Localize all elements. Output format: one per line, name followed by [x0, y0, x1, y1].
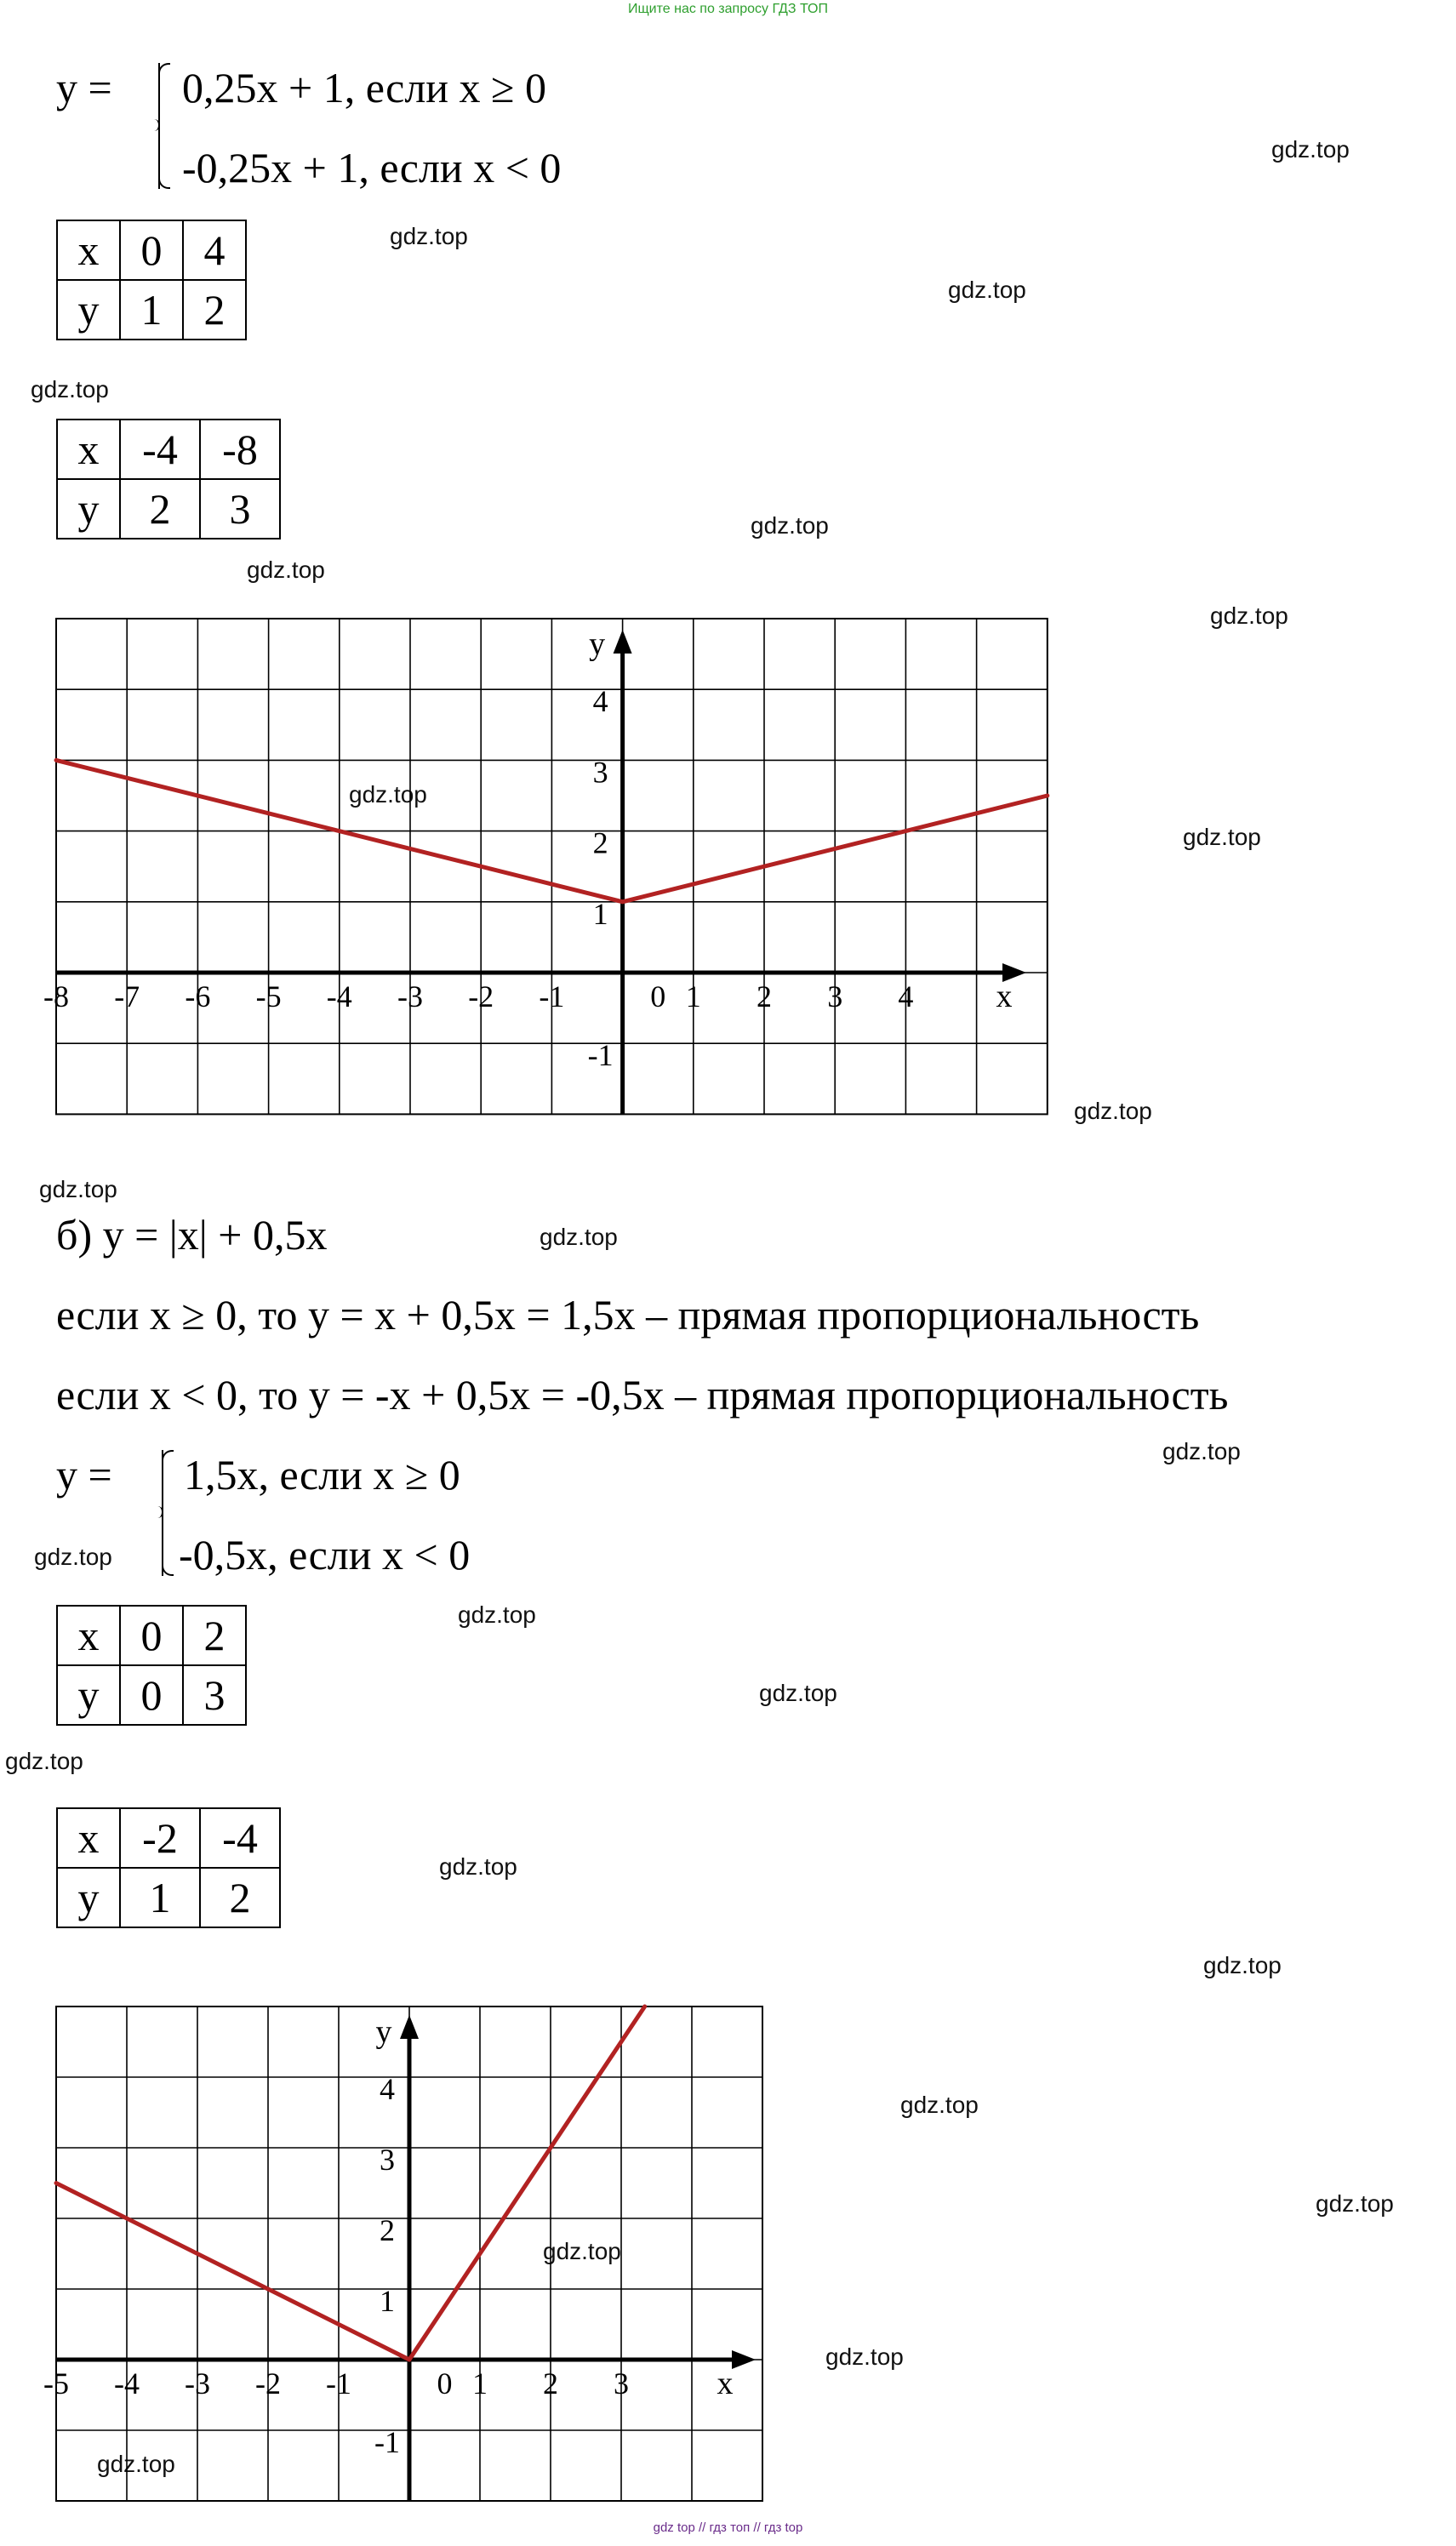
watermark: gdz.top	[540, 1224, 618, 1250]
watermark: gdz.top	[1203, 1952, 1282, 1978]
y-tick-label: -1	[374, 2425, 400, 2459]
table-cell: 2	[200, 1868, 280, 1927]
x-tick-label: -4	[326, 979, 352, 1013]
table-cell: y	[57, 1868, 120, 1927]
x-axis-arrow	[732, 2350, 756, 2369]
watermark: gdz.top	[1074, 1098, 1152, 1124]
table-cell: 2	[120, 479, 200, 539]
x-tick-label: 1	[472, 2366, 488, 2400]
y-axis-label: y	[589, 626, 606, 662]
part-b-line1: если x ≥ 0, то y = x + 0,5x = 1,5x – прямая пропорциональность	[56, 1291, 1200, 1339]
x-tick-label: 1	[685, 979, 701, 1013]
y-tick-label: 1	[380, 2284, 395, 2318]
x-tick-label: -6	[185, 979, 211, 1013]
watermark: gdz.top	[825, 2343, 904, 2370]
y-tick-label: 2	[592, 825, 608, 860]
series-line	[56, 2184, 409, 2360]
part-b-line2: если x < 0, то y = -x + 0,5x = -0,5x – прямая пропорциональность	[56, 1371, 1229, 1419]
table-cell: 3	[200, 479, 280, 539]
system-a-case2: -0,25x + 1, если x < 0	[182, 144, 562, 191]
watermark: gdz.top	[349, 781, 427, 808]
x-tick-label: -7	[114, 979, 140, 1013]
table-cell: 4	[183, 220, 246, 280]
x-axis-label: x	[996, 979, 1013, 1014]
watermark: gdz.top	[97, 2451, 175, 2477]
x-tick-label: 4	[898, 979, 914, 1013]
table-cell: -8	[200, 420, 280, 479]
y-tick-label: 3	[380, 2143, 395, 2177]
watermark: gdz.top	[751, 512, 829, 539]
watermark: gdz.top	[543, 2238, 621, 2264]
table-cell: y	[57, 479, 120, 539]
table-cell: -2	[120, 1808, 200, 1868]
table-cell: 2	[183, 1606, 246, 1665]
table-cell: x	[57, 220, 120, 280]
table-cell: 1	[120, 1868, 200, 1927]
system-a-case1: 0,25x + 1, если x ≥ 0	[182, 64, 546, 111]
watermark: gdz.top	[247, 557, 325, 583]
watermark: gdz.top	[759, 1680, 837, 1706]
watermark: gdz.top	[5, 1748, 83, 1774]
x-tick-label: -8	[43, 979, 69, 1013]
watermark: gdz.top	[1183, 824, 1261, 850]
table-cell: y	[57, 280, 120, 340]
x-tick-label: -1	[326, 2366, 351, 2400]
x-tick-label: -5	[43, 2366, 69, 2400]
system-a-lhs: y =	[56, 64, 112, 111]
part-b-heading: б) y = |x| + 0,5x	[56, 1211, 328, 1259]
table-cell: -4	[120, 420, 200, 479]
system-b-case2: -0,5x, если x < 0	[179, 1531, 471, 1578]
watermark: gdz.top	[34, 1544, 112, 1570]
watermark: gdz.top	[1162, 1438, 1241, 1464]
watermark: gdz.top	[458, 1601, 536, 1628]
y-axis-label: y	[375, 2014, 392, 2050]
x-tick-label: 0	[650, 979, 666, 1013]
watermark: gdz.top	[1210, 602, 1288, 629]
x-tick-label: -2	[255, 2366, 281, 2400]
watermark: gdz.top	[948, 277, 1026, 303]
table-cell: y	[57, 1665, 120, 1725]
footer-text: gdz top // гдз топ // гдз top	[653, 2520, 803, 2535]
y-tick-label: -1	[587, 1038, 614, 1073]
y-tick-label: 3	[592, 755, 608, 790]
y-tick-label: 2	[380, 2213, 395, 2247]
series-line	[409, 2007, 645, 2360]
x-tick-label: 2	[757, 979, 772, 1013]
table-cell: -4	[200, 1808, 280, 1868]
table-cell: 2	[183, 280, 246, 340]
table-cell: x	[57, 1606, 120, 1665]
table-cell: 0	[120, 1606, 183, 1665]
y-tick-label: 4	[380, 2072, 395, 2106]
watermark: gdz.top	[1316, 2190, 1394, 2217]
x-tick-label: -3	[185, 2366, 210, 2400]
system-b-case1: 1,5x, если x ≥ 0	[184, 1451, 460, 1498]
table-cell: 3	[183, 1665, 246, 1725]
table-cell: x	[57, 420, 120, 479]
table-cell: x	[57, 1808, 120, 1868]
y-axis-arrow	[400, 2015, 419, 2039]
table-cell: 1	[120, 280, 183, 340]
x-tick-label: -3	[397, 979, 423, 1013]
system-b-lhs: y =	[56, 1451, 112, 1498]
top-banner: Ищите нас по запросу ГДЗ ТОП	[628, 2, 828, 16]
x-tick-label: -4	[114, 2366, 140, 2400]
watermark: gdz.top	[31, 376, 109, 402]
x-axis-label: x	[717, 2366, 734, 2401]
watermark: gdz.top	[439, 1853, 517, 1880]
x-tick-label: -5	[255, 979, 282, 1013]
watermark: gdz.top	[900, 2092, 979, 2118]
watermark: gdz.top	[390, 223, 468, 249]
x-tick-label: 3	[614, 2366, 629, 2400]
y-tick-label: 4	[592, 684, 608, 719]
x-tick-label: 3	[827, 979, 843, 1013]
table-cell: 0	[120, 1665, 183, 1725]
x-tick-label: -1	[539, 979, 565, 1013]
watermark: gdz.top	[39, 1176, 117, 1202]
x-tick-label: 2	[543, 2366, 558, 2400]
table-cell: 0	[120, 220, 183, 280]
x-tick-label: 0	[437, 2366, 453, 2400]
x-tick-label: -2	[468, 979, 494, 1013]
y-tick-label: 1	[592, 896, 608, 931]
watermark: gdz.top	[1271, 136, 1350, 163]
